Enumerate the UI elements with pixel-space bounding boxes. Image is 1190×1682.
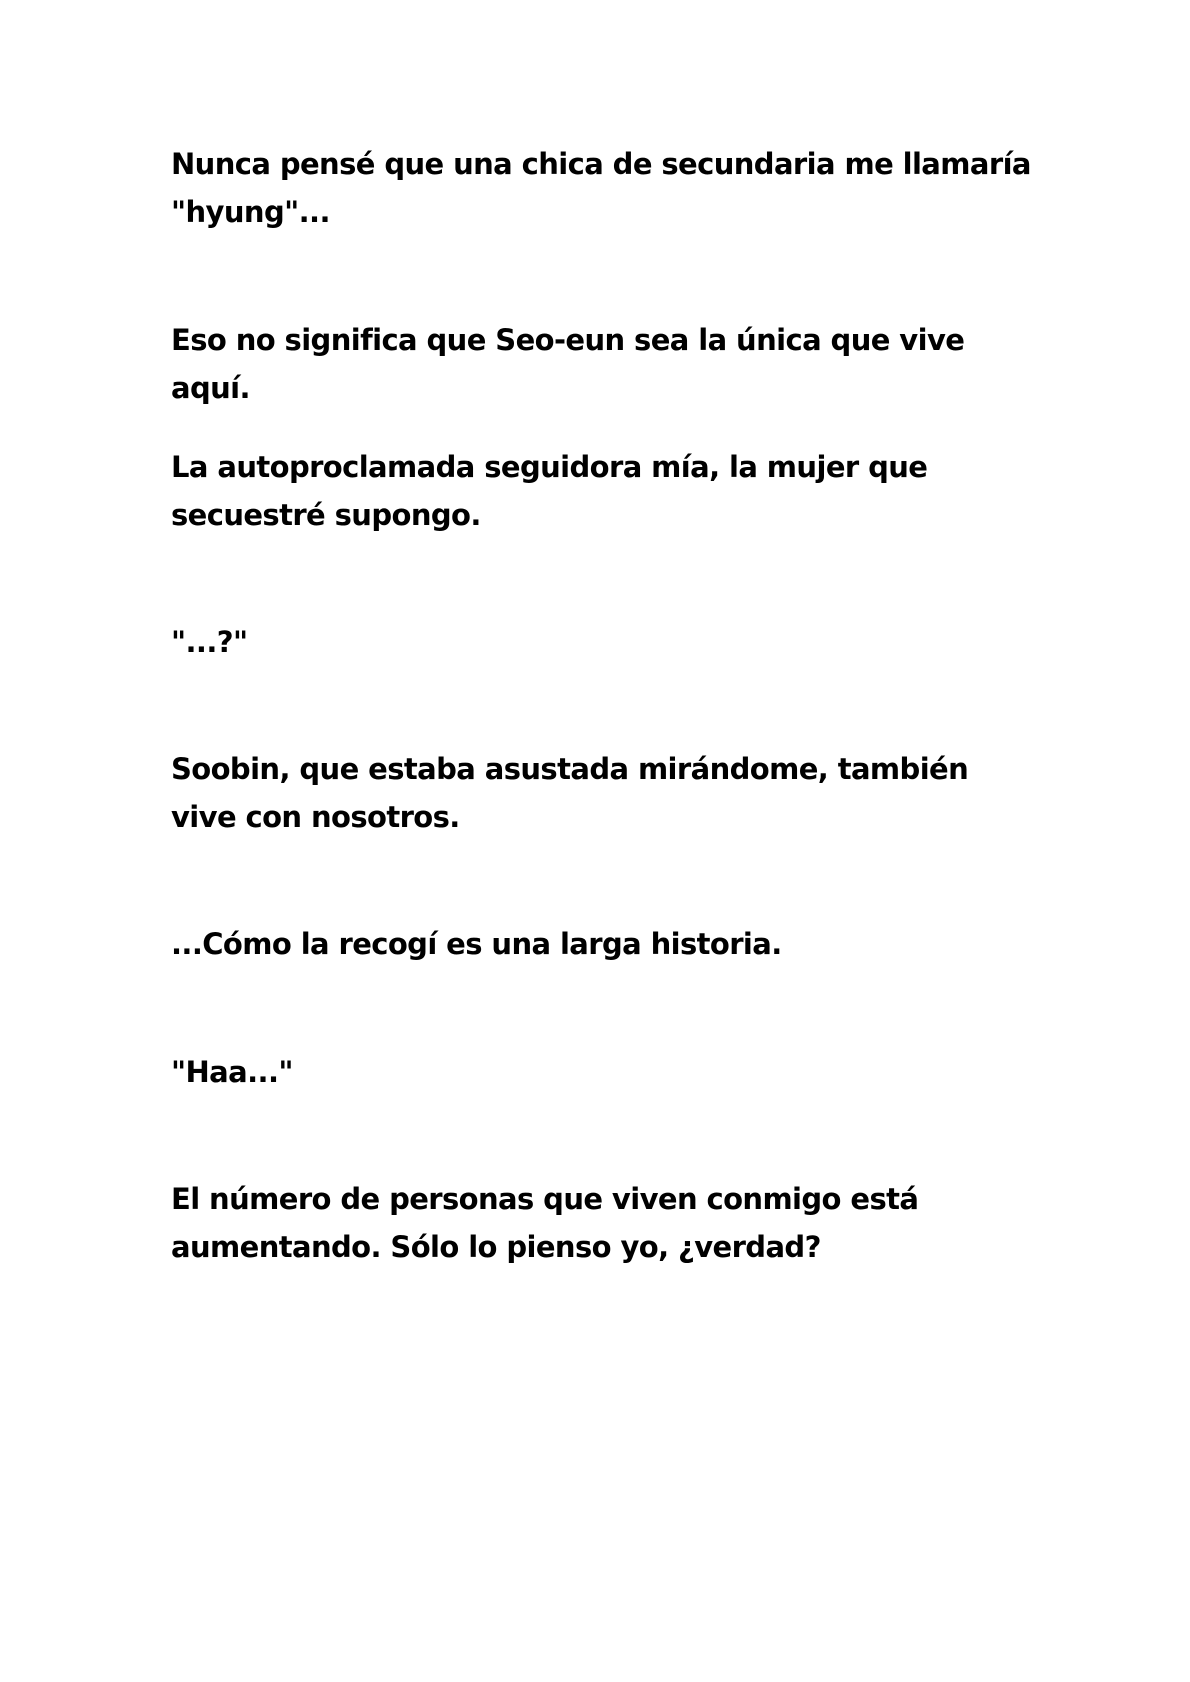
paragraph: La autoproclamada seguidora mía, la mujer que secuestré supongo. [171, 450, 928, 532]
paragraph: Eso no significa que Seo-eun sea la única que vive aquí. [171, 323, 965, 405]
paragraph: Nunca pensé que una chica de secundaria me llamaría "hyung"... [171, 147, 1031, 229]
paragraph: Soobin, que estaba asustada mirándome, también vive con nosotros. [171, 752, 969, 834]
paragraph: ...Cómo la recogí es una larga historia. [171, 927, 782, 961]
paragraph: El número de personas que viven conmigo está aumentando. Sólo lo pienso yo, ¿verdad? [171, 1182, 919, 1264]
paragraph: "...?" [171, 625, 248, 659]
paragraph: "Haa..." [171, 1055, 293, 1089]
